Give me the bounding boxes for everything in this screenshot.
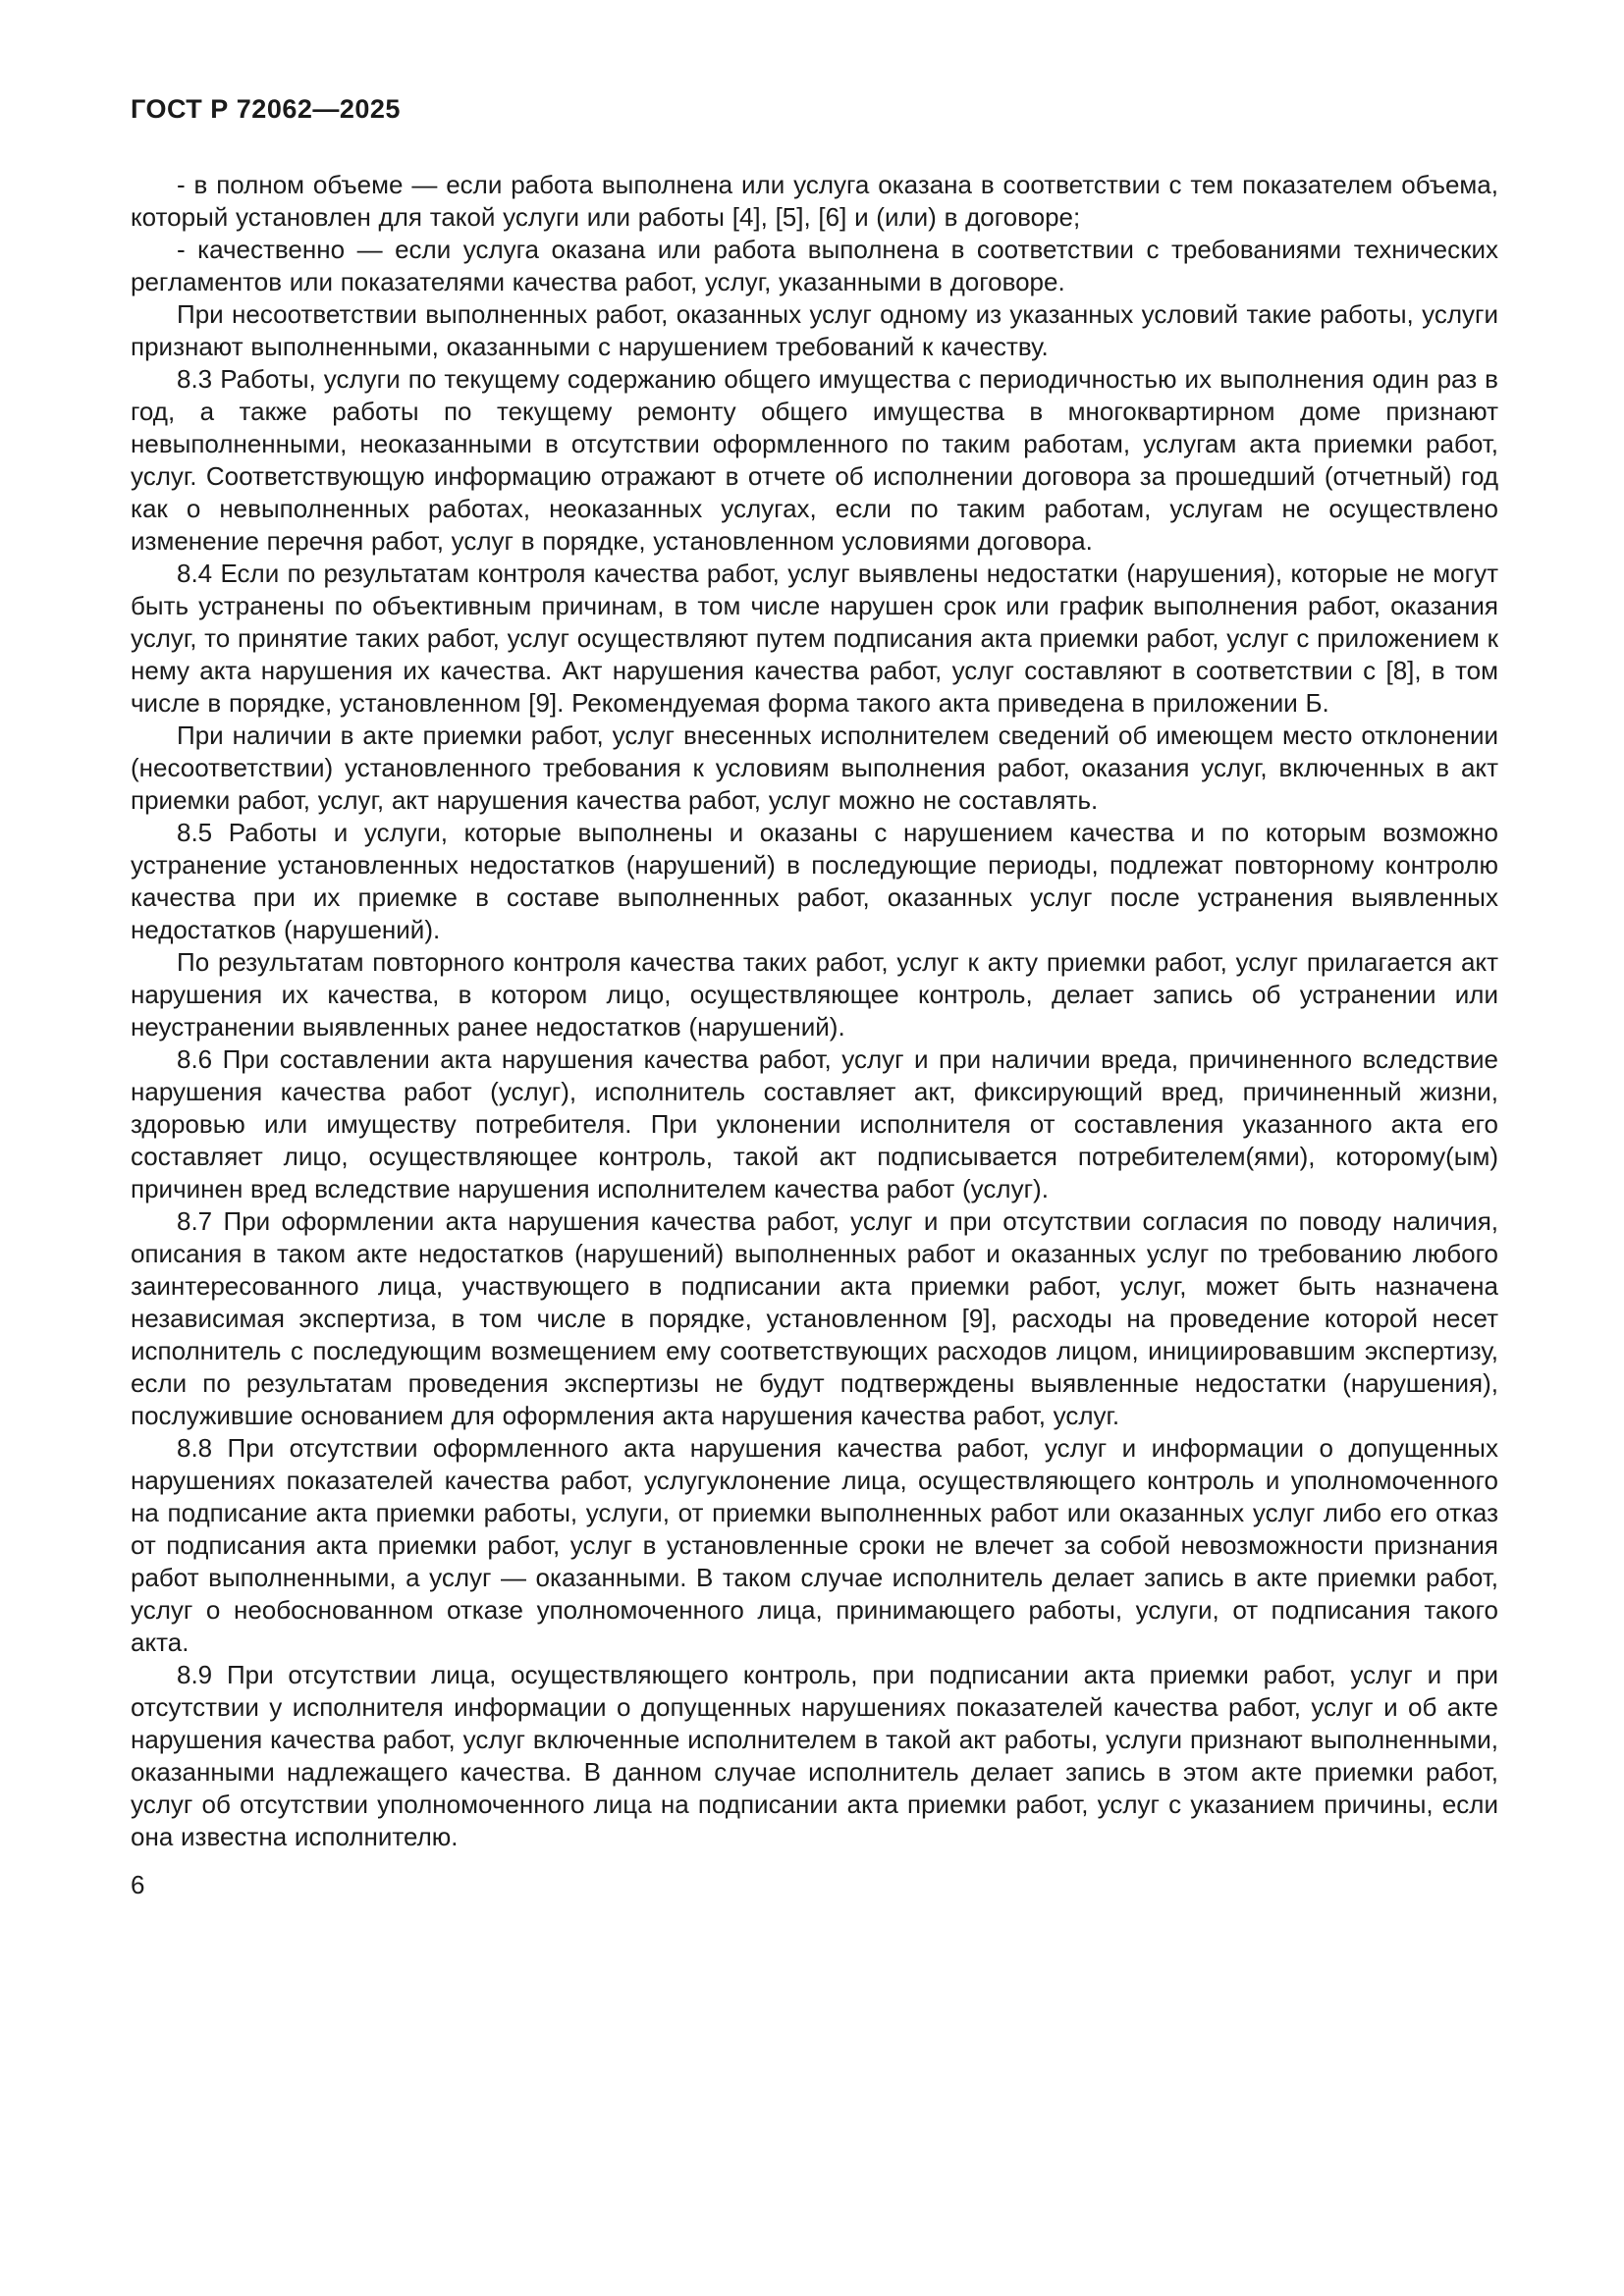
paragraph-clause-8-3: 8.3 Работы, услуги по текущему содержанию общего имущества с периодичностью их выполнения один раз в год, а также работы по текущему ремонту общего имущества в многоквартирном доме признают невыполненными, неоказанными в отсутствии оформленного по таким работам, услугам акта приемки работ, услуг. Соответствующую информацию отражают в отчете об исполнении договора за прошедший (отчетный) год как о невыполненных работах, неоказанных услугах, если по таким работам, услугам не осуществлено изменение перечня работ, услуг в порядке, установленном условиями договора.	[131, 364, 1498, 556]
paragraph-clause-8-4: 8.4 Если по результатам контроля качества работ, услуг выявлены недостатки (нарушения), которые не могут быть устранены по объективным причинам, в том числе нарушен срок или график выполнения работ, оказания услуг, то принятие таких работ, услуг осуществляют путем подписания акта приемки работ, услуг с приложением к нему акта нарушения их качества. Акт нарушения качества работ, услуг составляют в соответствии с [8], в том числе в порядке, установленном [9]. Рекомендуемая форма такого акта приведена в приложении Б.	[131, 559, 1498, 718]
paragraph-body-2: При наличии в акте приемки работ, услуг внесенных исполнителем сведений об имеющем место отклонении (несоответствии) установленного требования к условиям выполнения работ, оказания услуг, включенных в акт приемки работ, услуг, акт нарушения качества работ, услуг можно не составлять.	[131, 721, 1498, 815]
document-body	[131, 169, 1498, 1853]
paragraph-clause-8-6: 8.6 При составлении акта нарушения качества работ, услуг и при наличии вреда, причиненного вследствие нарушения качества работ (услуг), исполнитель составляет акт, фиксирующий вред, причиненный жизни, здоровью или имуществу потребителя. При уклонении исполнителя от составления указанного акта его составляет лицо, осуществляющее контроль, такой акт подписывается потребителем(ями), которому(ым) причинен вред вследствие нарушения исполнителем качества работ (услуг).	[131, 1044, 1498, 1203]
document-header: ГОСТ Р 72062—2025	[131, 94, 401, 124]
paragraph-clause-8-9: 8.9 При отсутствии лица, осуществляющего контроль, при подписании акта приемки работ, услуг и при отсутствии у исполнителя информации о допущенных нарушениях показателей качества работ, услуг и об акте нарушения качества работ, услуг включенные исполнителем в такой акт работы, услуги признают выполненными, оказанными надлежащего качества. В данном случае исполнитель делает запись в этом акте приемки работ, услуг об отсутствии уполномоченного лица на подписании акта приемки работ, услуг с указанием причины, если она известна исполнителю.	[131, 1660, 1498, 1851]
paragraph-body-3: По результатам повторного контроля качества таких работ, услуг к акту приемки работ, услуг прилагается акт нарушения их качества, в котором лицо, осуществляющее контроль, делает запись об устранении или неустранении выявленных ранее недостатков (нарушений).	[131, 947, 1498, 1041]
paragraph-clause-8-7: 8.7 При оформлении акта нарушения качества работ, услуг и при отсутствии согласия по поводу наличия, описания в таком акте недостатков (нарушений) выполненных работ и оказанных услуг по требованию любого заинтересованного лица, участвующего в подписании акта приемки работ, услуг, может быть назначена независимая экспертиза, в том числе в порядке, установленном [9], расходы на проведение которой несет исполнитель с последующим возмещением ему соответствующих расходов лицом, инициировавшим экспертизу, если по результатам проведения экспертизы не будут подтверждены выявленные недостатки (нарушения), послужившие основанием для оформления акта нарушения качества работ, услуг.	[131, 1206, 1498, 1430]
paragraph-list-item-1: - в полном объеме — если работа выполнена или услуга оказана в соответствии с тем показателем объема, который установлен для такой услуги или работы [4], [5], [6] и (или) в договоре;	[131, 170, 1498, 232]
paragraph-body-1: При несоответствии выполненных работ, оказанных услуг одному из указанных условий такие работы, услуги признают выполненными, оказанными с нарушением требований к качеству.	[131, 299, 1498, 361]
paragraph-list-item-2: - качественно — если услуга оказана или работа выполнена в соответствии с требованиями технических регламентов или показателями качества работ, услуг, указанными в договоре.	[131, 235, 1498, 296]
paragraph-clause-8-8: 8.8 При отсутствии оформленного акта нарушения качества работ, услуг и информации о допущенных нарушениях показателей качества работ, услугуклонение лица, осуществляющего контроль и уполномоченного на подписание акта приемки работы, услуги, от приемки выполненных работ или оказанных услуг либо его отказ от подписания акта приемки работ, услуг в установленные сроки не влечет за собой невозможности признания работ выполненными, а услуг — оказанными. В таком случае исполнитель делает запись в акте приемки работ, услуг о необоснованном отказе уполномоченного лица, принимающего работы, услуги, от подписания такого акта.	[131, 1433, 1498, 1657]
paragraph-clause-8-5: 8.5 Работы и услуги, которые выполнены и оказаны с нарушением качества и по которым возможно устранение установленных недостатков (нарушений) в последующие периоды, подлежат повторному контролю качества при их приемке в составе выполненных работ, оказанных услуг после устранения выявленных недостатков (нарушений).	[131, 818, 1498, 944]
page-number: 6	[131, 1870, 145, 1899]
